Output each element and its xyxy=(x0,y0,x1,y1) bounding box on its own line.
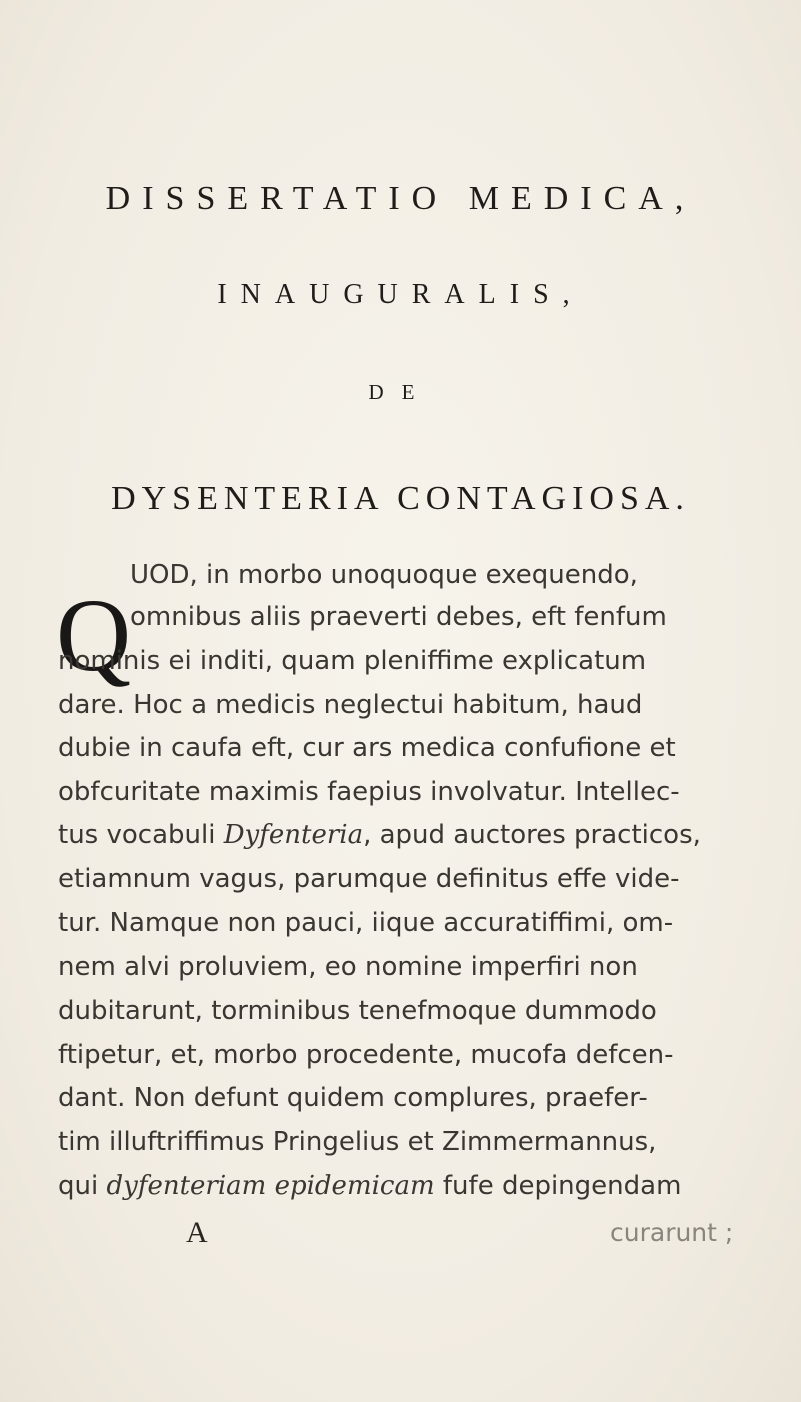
catchword: curarunt ; xyxy=(610,1218,734,1247)
text-line-11: dubitarunt, torminibus tenefmoque dummodo xyxy=(58,996,657,1026)
text-line-7-end: , apud auctores practicos, xyxy=(363,820,701,850)
text-line-13: dant. Non defunt quidem complures, praefer- xyxy=(58,1083,648,1113)
title-dissertatio-medica: DISSERTATIO MEDICA, xyxy=(105,180,696,217)
term-dysenteria: Dyfenteria xyxy=(223,820,364,850)
text-line-12: ftipetur, et, morbo procedente, mucofa defcen- xyxy=(58,1040,674,1070)
text-line-9: tur. Namque non pauci, iique accuratiffimi, om- xyxy=(58,908,674,938)
text-line-3: nominis ei inditi, quam pleniffime explicatum xyxy=(58,646,647,676)
text-line-14: tim illuftriffimus Pringelius et Zimmermannus, xyxy=(58,1127,657,1157)
text-line-6: obfcuritate maximis faepius involvatur. Intellec- xyxy=(58,777,680,807)
title-de: DE xyxy=(368,380,433,404)
title-inauguralis: INAUGURALIS, xyxy=(217,279,584,310)
text-line-4: dare. Hoc a medicis neglectui habitum, haud xyxy=(58,690,643,720)
text-line-15 xyxy=(58,1171,763,1201)
text-line-5: dubie in caufa eft, cur ars medica confufione et xyxy=(58,733,676,763)
drop-cap-letter: Q xyxy=(56,578,132,693)
signature-mark: A xyxy=(186,1216,208,1249)
text-line-7-start: tus vocabuli xyxy=(58,820,224,850)
text-line-15-start: qui xyxy=(58,1171,107,1201)
text-line-15-end: fufe depingendam xyxy=(434,1171,682,1201)
text-line-7 xyxy=(58,820,763,850)
text-line-2: omnibus aliis praeverti debes, eft fenfum xyxy=(130,602,667,632)
text-line-10: nem alvi proluviem, eo nomine imperfiri non xyxy=(58,952,638,982)
title-dysenteria-contagiosa: DYSENTERIA CONTAGIOSA. xyxy=(111,480,690,517)
text-line-8: etiamnum vagus, parumque definitus effe vide- xyxy=(58,864,680,894)
text-line-1: UOD, in morbo unoquoque exequendo, xyxy=(130,560,638,590)
term-dysenteria-epidemica: dyfenteriam epidemicam xyxy=(106,1171,435,1201)
